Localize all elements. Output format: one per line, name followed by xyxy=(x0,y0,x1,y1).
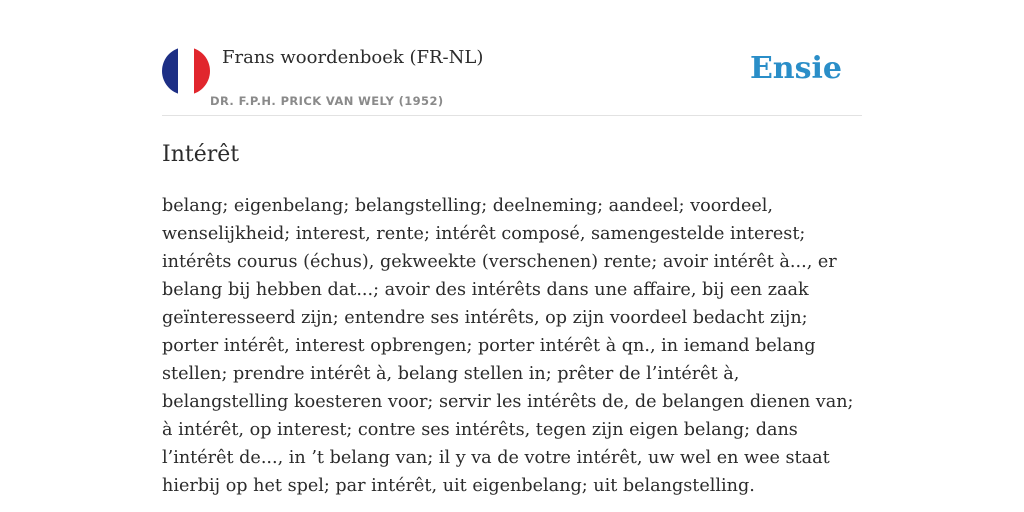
france-flag-icon xyxy=(162,47,210,95)
entry-definition: belang; eigenbelang; belangstelling; deelneming; aandeel; voordeel, wenselijkheid; interest, rente; intérêt composé, samengestelde interest; intérêts courus (échus), gekweekte (verschenen) rente; avoir intérêt à..., er belang bij hebben dat...; avoir des intérêts dans une affaire, bij een zaak geïnteresseerd zijn; entendre ses intérêts, op zijn voordeel bedacht zijn; porter intérêt, interest opbrengen; porter intérêt à qn., in iemand belang stellen; prendre intérêt à, belang stellen in; prêter de l’intérêt à, belangstelling koesteren voor; servir les intérêts de, de belangen dienen van; à intérêt, op interest; contre ses intérêts, tegen zijn eigen belang; dans l’intérêt de..., in ’t belang van; il y va de votre intérêt, uw wel en wee staat hierbij op het spel; par intérêt, uit eigenbelang; uit belangstelling. xyxy=(162,196,854,496)
ensie-logo[interactable]: Ensie xyxy=(749,51,842,86)
dictionary-author: DR. F.P.H. PRICK VAN WELY (1952) xyxy=(210,94,444,108)
header-divider xyxy=(162,115,862,116)
flag-stripe-white xyxy=(178,47,194,95)
flag-stripe-red xyxy=(194,47,210,95)
flag-stripe-blue xyxy=(162,47,178,95)
dictionary-title[interactable]: Frans woordenboek (FR-NL) xyxy=(222,47,484,68)
entry-headword: Intérêt xyxy=(162,142,240,167)
